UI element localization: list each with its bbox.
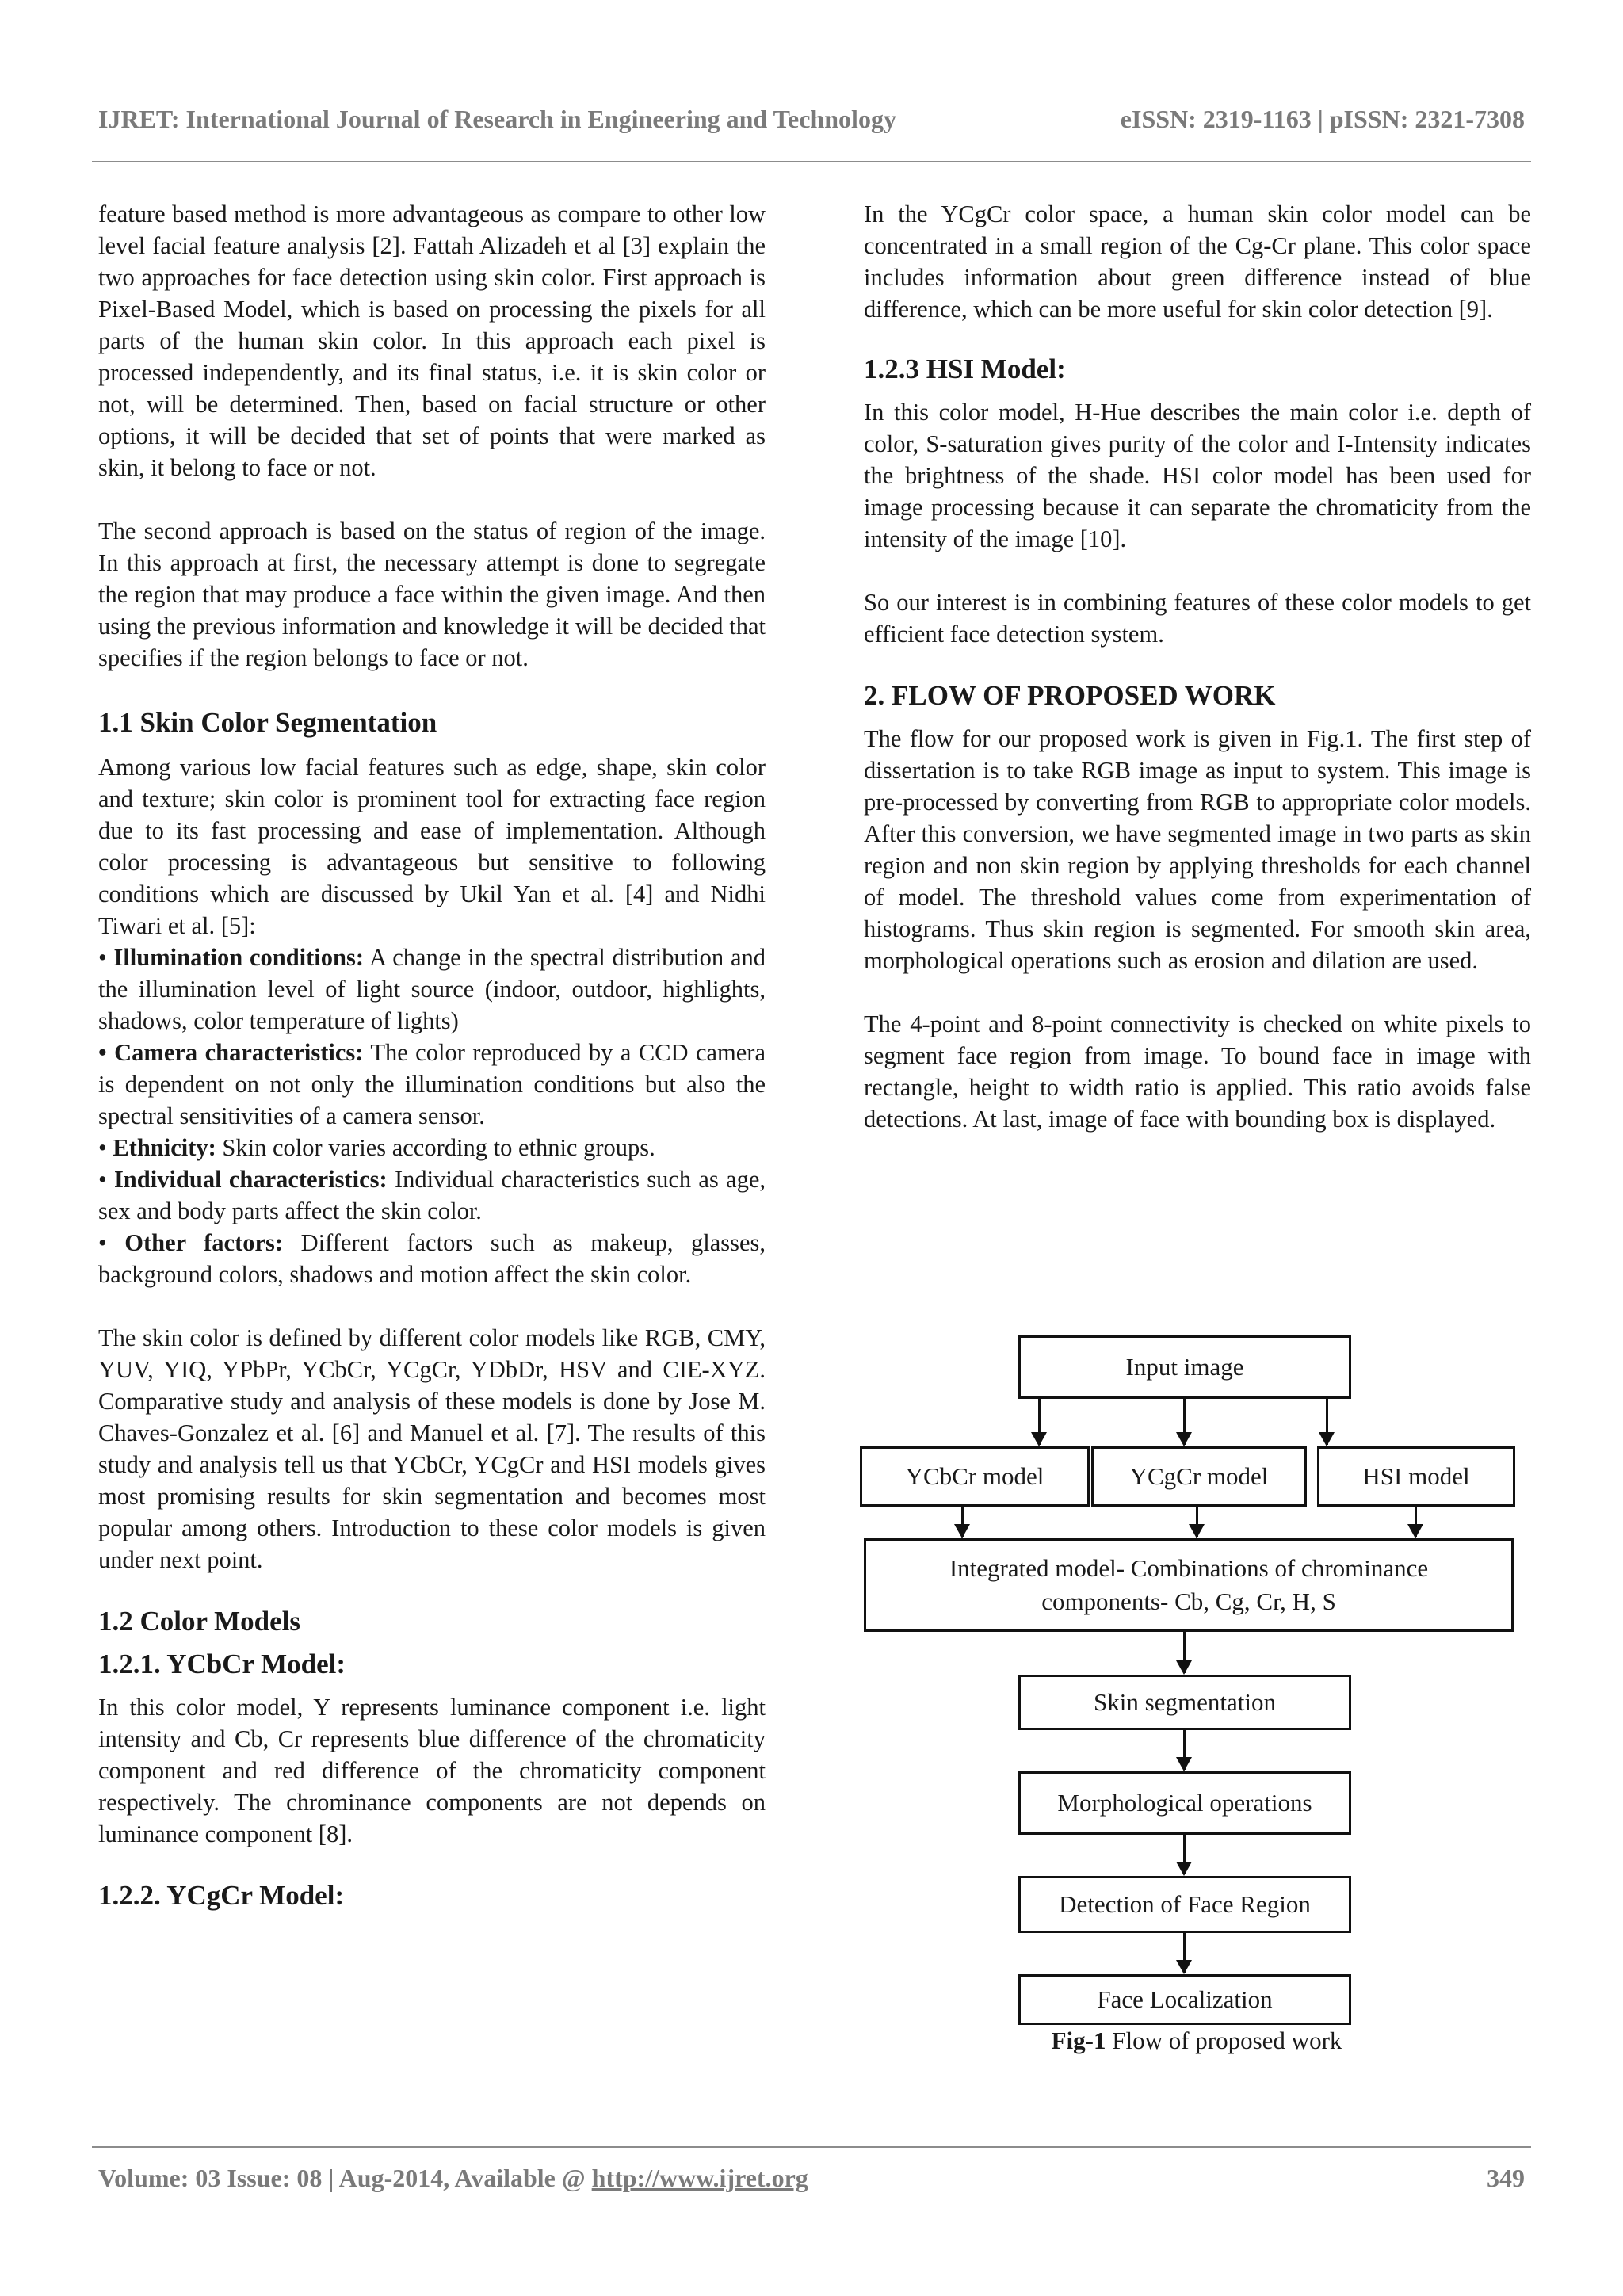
running-footer xyxy=(98,2164,1525,2193)
flow-arrow xyxy=(1038,1399,1041,1445)
bullet-item: • Other factors: Different factors such as makeup, glasses, background colors, shadows and motion affect the skin color. xyxy=(98,1229,766,1288)
paragraph: feature based method is more advantageous as compare to other low level facial feature analysis [2]. Fattah Alizadeh et al [3] explain the two approaches for face detection using skin color. First approach is Pixel-Based Model, which is based on processing the pixels for all parts of the human skin color. In this approach each pixel is processed independently, and its final status, i.e. it is skin color or not, will be determined. Then, based on facial structure or other options, it will be decided that set of points that were marked as skin, it belong to face or not. xyxy=(98,201,766,481)
footer-volume: Volume: 03 Issue: 08 | Aug-2014, Available @ http://www.ijret.org xyxy=(98,2164,808,2192)
flow-arrow xyxy=(1326,1399,1328,1445)
journal-link[interactable]: http://www.ijret.org xyxy=(591,2164,808,2192)
flow-box-detection: Detection of Face Region xyxy=(1018,1876,1351,1933)
paragraph: The 4-point and 8-point connectivity is checked on white pixels to segment face region from image. To bound face in image with rectangle, height to width ratio is applied. This ratio avoids false detections. At last, image of face with bounding box is displayed. xyxy=(864,1010,1531,1133)
section-heading-flow: 2. FLOW OF PROPOSED WORK xyxy=(864,680,1276,711)
paragraph: Among various low facial features such as edge, shape, skin color and texture; skin color is prominent tool for extracting face region due to its fast processing and ease of implementation. Although color processing is advantageous but sensitive to following conditions which are discussed by Ukil Yan et al. [4] and Nidhi Tiwari et al. [5]: xyxy=(98,754,766,939)
flow-box-morphological: Morphological operations xyxy=(1018,1771,1351,1835)
flow-box-ycgcr: YCgCr model xyxy=(1091,1446,1307,1507)
flow-arrow xyxy=(1415,1507,1417,1537)
running-header xyxy=(98,95,1525,143)
header-rule xyxy=(92,161,1531,162)
bullet-item: • Individual characteristics: Individual characteristics such as age, sex and body parts affect the skin color. xyxy=(98,1166,766,1224)
subsection-heading-ycbcr: 1.2.1. YCbCr Model: xyxy=(98,1648,346,1679)
flow-box-hsi: HSI model xyxy=(1317,1446,1515,1507)
flow-arrow xyxy=(1183,1730,1186,1770)
flow-box-face-localization: Face Localization xyxy=(1018,1974,1351,2025)
paragraph: In the YCgCr color space, a human skin color model can be concentrated in a small region of the Cg-Cr plane. This color space includes information about green difference instead of blue difference, which can be more useful for skin color detection [9]. xyxy=(864,201,1531,323)
paragraph: In this color model, Y represents luminance component i.e. light intensity and Cb, Cr represents blue difference of the chromaticity component and red difference of the chromaticity component respectively. The chrominance components are not depends on luminance component [8]. xyxy=(98,1694,766,1847)
paragraph: The second approach is based on the status of region of the image. In this approach at first, the necessary attempt is done to segregate the region that may produce a face within the given image. And then using the previous information and knowledge it will be decided that specifies if the region belongs to face or not. xyxy=(98,518,766,671)
issn-text: eISSN: 2319-1163 | pISSN: 2321-7308 xyxy=(1120,104,1525,133)
bullet-item: • Camera characteristics: The color reproduced by a CCD camera is dependent on not only the illumination conditions but also the spectral sensitivities of a camera sensor. xyxy=(98,1039,766,1129)
bullet-item: • Ethnicity: Skin color varies according to ethnic groups. xyxy=(98,1134,655,1161)
right-column xyxy=(864,198,1531,1135)
flowchart-figure xyxy=(860,1335,1533,2054)
flow-box-input-image: Input image xyxy=(1018,1335,1351,1399)
integrated-line-2: components- Cb, Cg, Cr, H, S xyxy=(1041,1587,1336,1615)
flow-arrow xyxy=(1183,1399,1186,1445)
flow-arrow xyxy=(961,1507,964,1537)
figure-caption: Fig-1 Flow of proposed work xyxy=(1051,2027,1342,2054)
paragraph: The skin color is defined by different color models like RGB, CMY, YUV, YIQ, YPbPr, YCbCr, YCgCr, YDbDr, HSV and CIE-XYZ. Comparative study and analysis of these models is done by Jose M. Chaves-Gonzalez et al. [6] and Manuel et al. [7]. The results of this study and analysis tell us that YCbCr, YCgCr and HSI models gives most promising results for skin segmentation and becomes most popular among others. Introduction to these color models is given under next point. xyxy=(98,1324,766,1573)
footer-rule xyxy=(92,2146,1531,2148)
integrated-line-1: Integrated model- Combinations of chrominance xyxy=(949,1554,1429,1582)
flow-box-ycbcr: YCbCr model xyxy=(860,1446,1090,1507)
journal-title: IJRET: International Journal of Research in Engineering and Technology xyxy=(98,104,896,133)
subsection-heading-hsi: 1.2.3 HSI Model: xyxy=(864,353,1066,384)
paragraph: The flow for our proposed work is given in Fig.1. The first step of dissertation is to take RGB image as input to system. This image is pre-processed by converting from RGB to appropriate color models. After this conversion, we have segmented image in two parts as skin region and non skin region by applying thresholds for each channel of model. The threshold values come from experimentation of histograms. Thus skin region is segmented. For smooth skin area, morphological operations such as erosion and dilation are used. xyxy=(864,725,1531,974)
section-heading-color-models: 1.2 Color Models xyxy=(98,1606,301,1637)
flow-box-skin-segmentation: Skin segmentation xyxy=(1018,1675,1351,1730)
paragraph: In this color model, H-Hue describes the main color i.e. depth of color, S-saturation gives purity of the color and I-Intensity indicates the brightness of the shade. HSI color model has been used for image processing because it can separate the chromaticity from the intensity of the image [10]. xyxy=(864,399,1531,552)
flow-arrow xyxy=(1183,1835,1186,1874)
subsection-heading-ycgcr: 1.2.2. YCgCr Model: xyxy=(98,1880,345,1911)
section-heading-skin: 1.1 Skin Color Segmentation xyxy=(98,707,437,738)
bullet-item: • Illumination conditions: A change in the spectral distribution and the illumination level of light source (indoor, outdoor, highlights, shadows, color temperature of lights) xyxy=(98,944,766,1034)
flow-arrow xyxy=(1183,1933,1186,1973)
flow-box-integrated-model xyxy=(864,1538,1514,1632)
flow-arrow xyxy=(1183,1632,1186,1673)
page-number: 349 xyxy=(1487,2164,1525,2192)
paragraph: So our interest is in combining features of these color models to get efficient face detection system. xyxy=(864,589,1531,648)
flow-arrow xyxy=(1196,1507,1198,1537)
left-column xyxy=(98,198,766,1913)
